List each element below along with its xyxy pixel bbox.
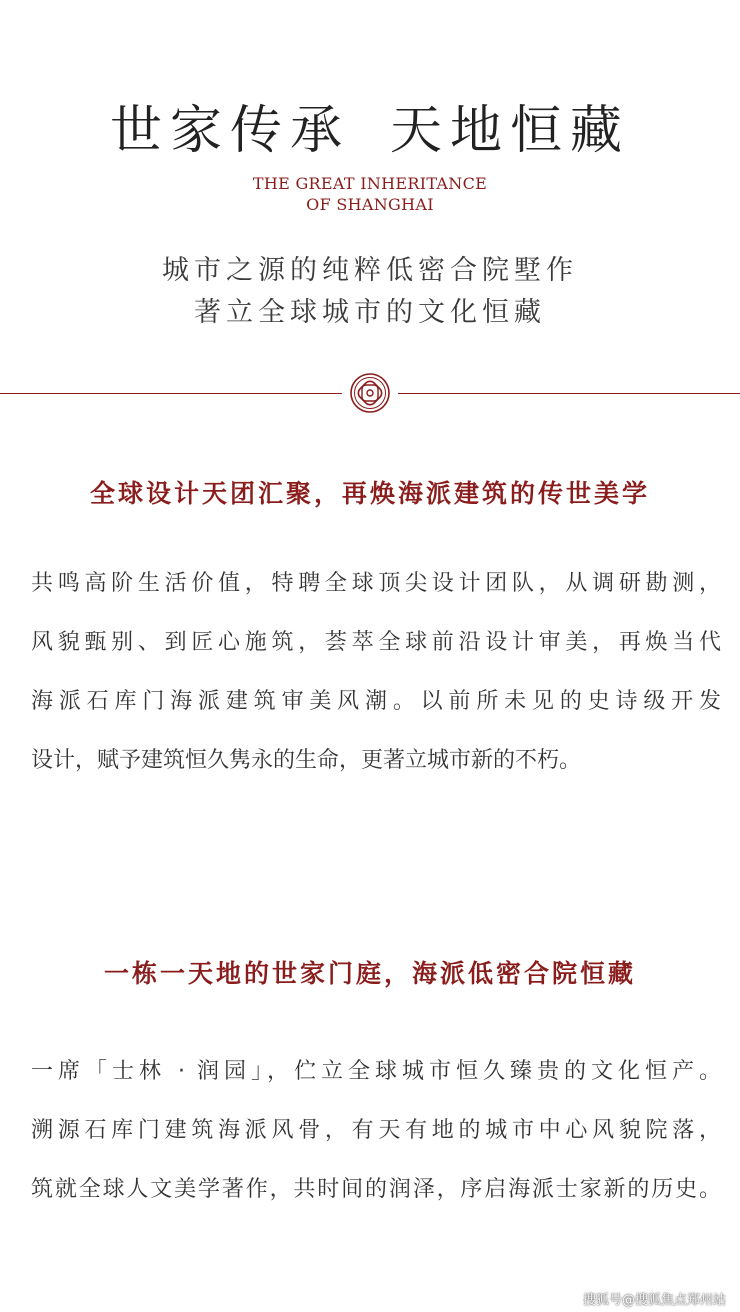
body-line: 溯源石库门建筑海派风骨，有天有地的城市中心风貌院落， (31, 1118, 721, 1143)
title-right: 天地恒藏 (390, 101, 631, 161)
body-line: 共鸣高阶生活价值，特聘全球顶尖设计团队，从调研勘测， (31, 571, 721, 596)
section-body-courtyard (31, 1048, 721, 1225)
knot-emblem-icon (349, 372, 391, 414)
body-line: 风貌甄别、到匠心施筑，荟萃全球前沿设计审美，再焕当代 (31, 630, 721, 655)
section-heading-courtyard: 一栋一天地的世家门庭，海派低密合院恒藏 (103, 959, 636, 988)
english-subtitle-line1: THE GREAT INHERITANCE (252, 174, 488, 193)
tagline (0, 250, 740, 334)
body-line: 一席「士林 · 润园」，伫立全球城市恒久臻贵的文化恒产。 (31, 1059, 721, 1084)
divider-line-right (398, 393, 740, 394)
english-subtitle (0, 173, 740, 215)
title-left: 世家传承 (109, 101, 350, 161)
section-body-design (31, 560, 721, 796)
tagline-line2: 著立全球城市的文化恒藏 (194, 297, 546, 328)
body-line: 海派石库门海派建筑审美风潮。以前所未见的史诗级开发 (31, 689, 721, 714)
watermark: 搜狐号@搜狐焦点郑州站 (582, 1293, 726, 1308)
body-line: 设计，赋予建筑恒久隽永的生命，更著立城市新的不朽。 (31, 748, 582, 773)
tagline-line1: 城市之源的纯粹低密合院墅作 (162, 255, 578, 286)
body-line: 筑就全球人文美学著作，共时间的润泽，序启海派士家新的历史。 (31, 1177, 721, 1202)
divider-line-left (0, 393, 342, 394)
section-heading-design: 全球设计天团汇聚，再焕海派建筑的传世美学 (89, 479, 650, 508)
english-subtitle-line2: OF SHANGHAI (306, 195, 434, 214)
page-title (0, 96, 740, 166)
